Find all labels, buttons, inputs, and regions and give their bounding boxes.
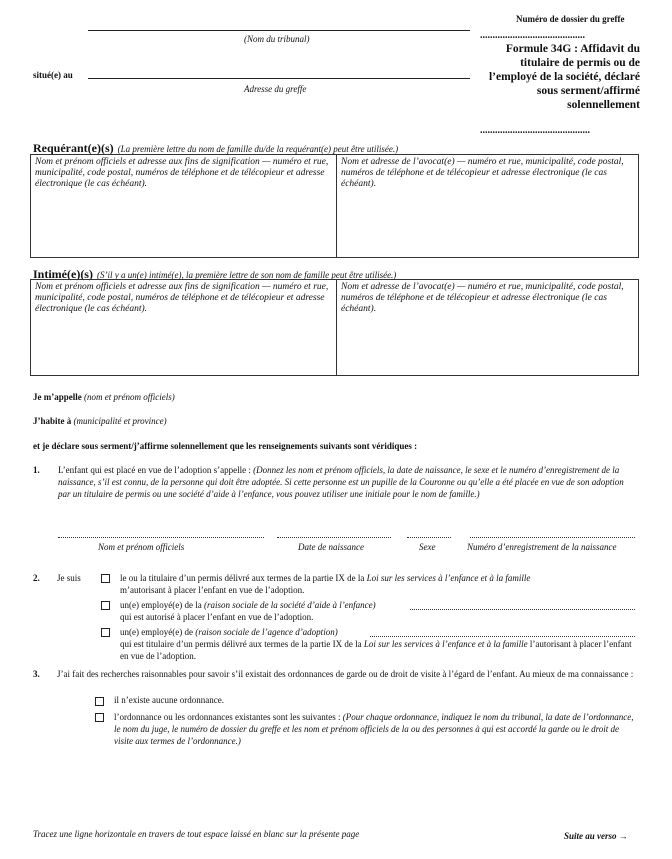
item1-block [58, 464, 638, 500]
file-number-field[interactable]: .......................................... [480, 30, 585, 41]
agency-employee-text-c: l’autorisant à placer l’enfant en vue de l’adoption. [120, 639, 632, 661]
col-reg-label: Numéro d’enregistrement de la naissance [467, 542, 617, 552]
no-order-text: il n’existe aucune ordonnance. [114, 695, 224, 705]
existing-orders-text-a: l’ordonnance ou les ordonnances existantes sont les suivantes : [114, 712, 343, 722]
item3-number: 3. [33, 669, 40, 679]
child-birth-reg-field[interactable] [470, 537, 635, 538]
applicant-note: (La première lettre du nom de famille du/de la requérant(e) peut être utilisée.) [117, 144, 399, 154]
live-hint: (municipalité et province) [73, 416, 167, 426]
society-name-hint: (raison sociale de la société d’aide à l’enfance) [203, 600, 376, 610]
respondent-note: (S’il y a un(e) intimé(e), la première lettre de son nom de famille peut être utilisée.) [96, 270, 397, 280]
item1-hint: (Donnez les nom et prénom officiels, la date de naissance, le sexe et le numéro d’enregistrement de la naissance, s’il est connu, de la personne qui doit être adoptée. Si cette personne est un pupille de la Couronne ou qu’elle a été placée en vue de son adoption par un titulaire de permis ou une société d’aide à l’enfance, vous pouvez utiliser une initiale pour le nom de famille.) [58, 465, 624, 499]
society-employee-checkbox[interactable] [101, 601, 110, 610]
col-name-label: Nom et prénom officiels [98, 542, 185, 552]
society-name-field[interactable] [410, 609, 635, 610]
society-employee-text [120, 599, 640, 623]
respondent-heading: Intimé(e)(s) [33, 267, 93, 281]
child-sex-field[interactable] [407, 537, 451, 538]
item1-text: L’enfant qui est placé en vue de l’adoption s’appelle : [58, 465, 251, 475]
agency-employee-text-b: qui est titulaire d’un permis délivré aux termes de la partie IX de la [120, 639, 364, 649]
applicant-heading: Requérant(e)(s) [33, 141, 114, 155]
child-name-field[interactable] [58, 537, 264, 538]
license-holder-law: Loi sur les services à l’enfance et à la famille [366, 573, 531, 583]
respondent-details-cell[interactable]: Nom et prénom officiels et adresse aux fins de signification — numéro et rue, municipalité, code postal, numéros de téléphone et de télécopieur et adresse électronique (le cas échéant). [31, 280, 337, 375]
agency-employee-checkbox[interactable] [101, 628, 110, 637]
respondent-lawyer-cell[interactable]: Nom et adresse de l’avocat(e) — numéro et rue, municipalité, code postal, numéros de téléphone et de télécopieur et adresse électronique (le cas échéant). [341, 282, 624, 314]
court-name-line[interactable] [88, 30, 470, 31]
society-employee-text-a: un(e) employé(e) de la [120, 600, 204, 610]
license-holder-text [120, 572, 640, 596]
society-employee-text-b: qui est autorisé à placer l’enfant en vue de l’adoption. [120, 612, 314, 622]
agency-name-hint: (raison sociale de l’agence d’adoption) [195, 627, 338, 637]
respondent-table [30, 279, 639, 376]
license-holder-text-a: le ou la titulaire d’un permis délivré aux termes de la partie IX de la [120, 573, 367, 583]
item1-number: 1. [33, 465, 40, 475]
live-row[interactable] [33, 416, 167, 426]
agency-employee-law: Loi sur les services à l’enfance et à la famille [363, 639, 528, 649]
address-caption: Adresse du greffe [244, 84, 307, 94]
file-number-label: Numéro de dossier du greffe [516, 14, 625, 24]
name-label: Je m’appelle [33, 392, 82, 402]
item2-number: 2. [33, 573, 40, 583]
col-sex-label: Sexe [419, 542, 436, 552]
footer-instruction: Tracez une ligne horizontale en travers de tout espace laissé en blanc sur la présente page [33, 829, 360, 839]
live-label: J’habite à [33, 416, 72, 426]
existing-orders-hint: (Pour chaque ordonnance, indiquez le nom du tribunal, la date de l’ordonnance, le nom du juge, le numéro de dossier du greffe et les nom et prénom officiels de la ou des personnes à qui est accordé la garde ou le droit de visite aux termes de l’ordonnance.) [114, 712, 634, 746]
form-title-dots[interactable]: ............................................ [480, 125, 590, 136]
license-holder-checkbox[interactable] [101, 574, 110, 583]
agency-employee-text [120, 626, 640, 662]
existing-orders-checkbox[interactable] [95, 713, 104, 722]
applicant-lawyer-cell[interactable]: Nom et adresse de l’avocat(e) — numéro et rue, municipalité, code postal, numéros de téléphone et de télécopieur et adresse électronique (le cas échéant). [341, 157, 624, 189]
agency-name-field[interactable] [370, 636, 635, 637]
continue-link[interactable]: Suite au verso → [564, 831, 628, 841]
oath-statement: et je déclare sous serment/j’affirme solennellement que les renseignements suivants sont véridiques : [33, 441, 418, 451]
name-hint: (nom et prénom officiels) [84, 392, 175, 402]
applicant-table [30, 154, 639, 258]
situated-label: situé(e) au [33, 70, 73, 80]
item3-text: J’ai fait des recherches raisonnables pour savoir s’il existait des ordonnances de garde ou de droit de visite à l’égard de l’enfant. Au mieux de ma connaissance : [57, 669, 634, 679]
existing-orders-text [114, 711, 639, 747]
form-title: Formule 34G : Affidavit du titulaire de permis ou de l’employé de la société, déclaré sous serment/affirmé solennellement [488, 43, 640, 111]
agency-employee-text-a: un(e) employé(e) de [120, 627, 196, 637]
applicant-details-cell[interactable]: Nom et prénom officiels et adresse aux fins de signification — numéro et rue, municipalité, code postal, numéros de téléphone et de télécopieur et adresse électronique (le cas échéant). [31, 155, 337, 257]
item2-lead: Je suis [57, 573, 81, 583]
col-dob-label: Date de naissance [298, 542, 364, 552]
child-dob-field[interactable] [277, 537, 391, 538]
no-order-checkbox[interactable] [95, 697, 104, 706]
court-caption: (Nom du tribunal) [244, 34, 310, 44]
name-row[interactable] [33, 392, 175, 402]
license-holder-text-b: m’autorisant à placer l’enfant en vue de l’adoption. [120, 585, 305, 595]
court-address-line[interactable] [88, 78, 470, 79]
